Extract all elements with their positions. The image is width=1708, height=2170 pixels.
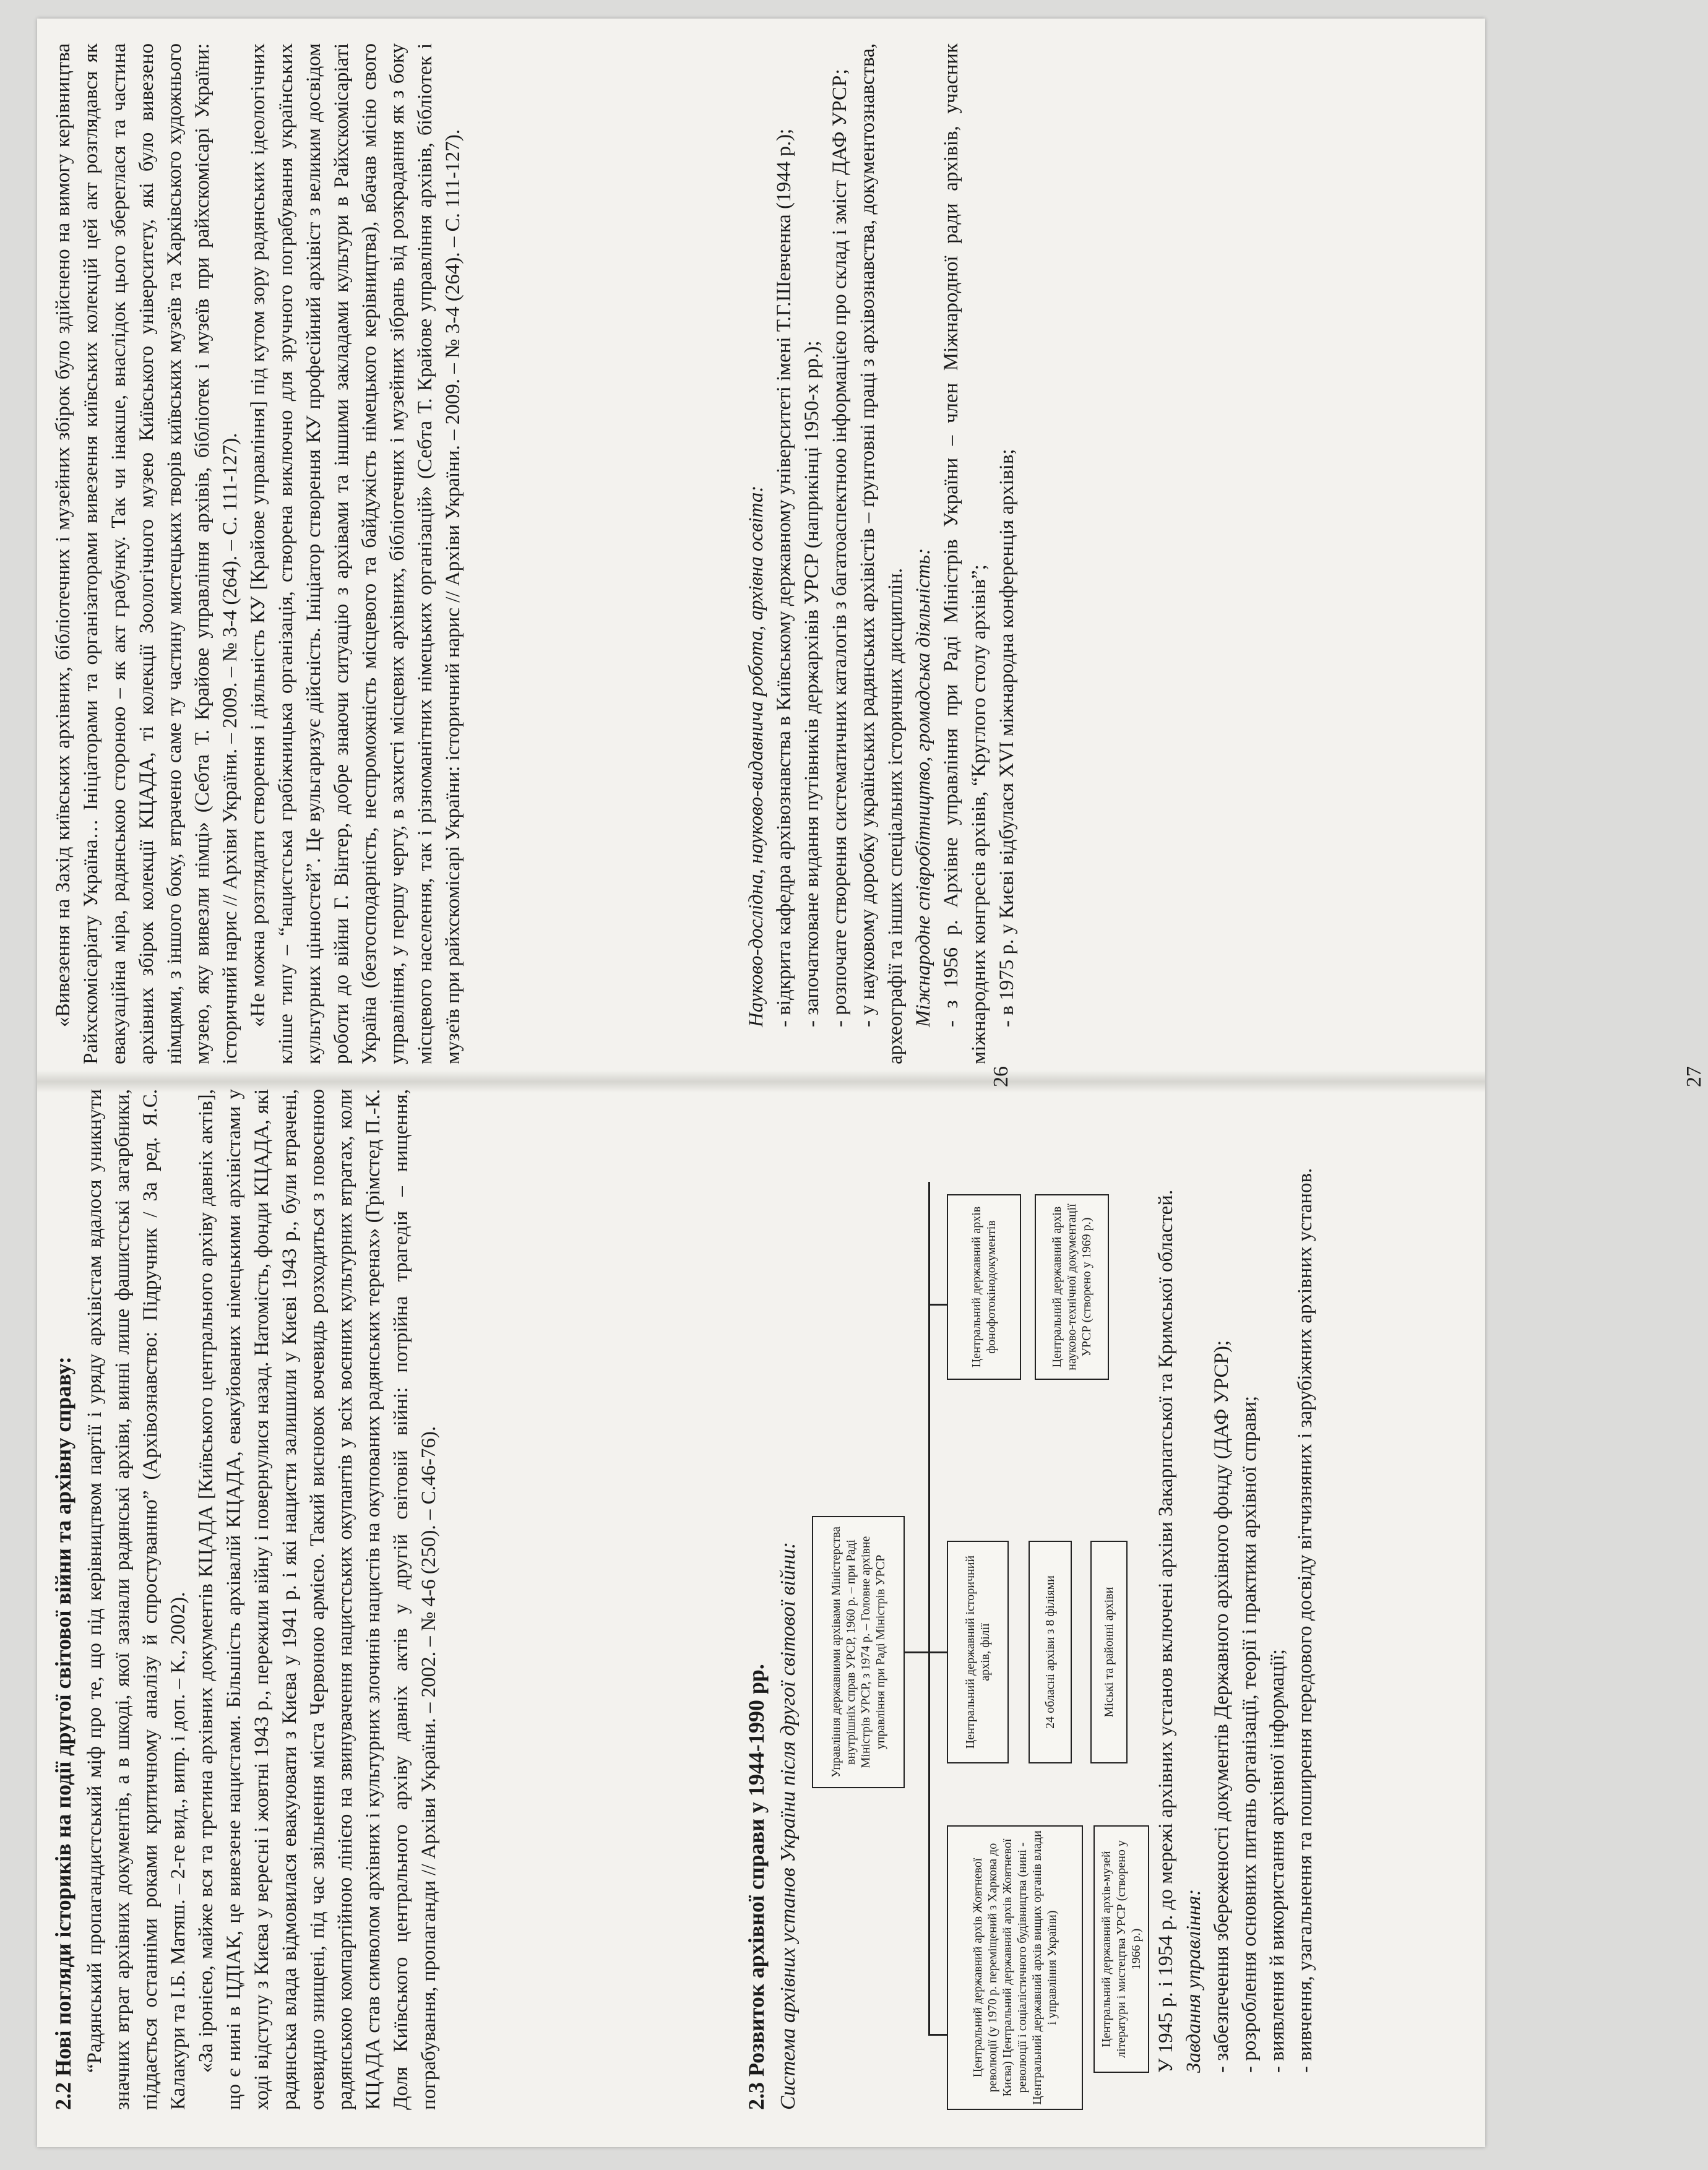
diagram-box-left1: Центральний державний архів Жовтневої революції (у 1970 р. переміщений з Харкова до Києва) Центральний державний архів Жовтневої революції і соціалістичного будівництва (нині - Центральний державний архів вищих органів влади і управління України) — [947, 1825, 1083, 2110]
list-item: - розпочате створення систематичних каталогів з багатоаспектною інформацією про склад і зміст ДАФ УРСР; — [829, 69, 851, 1027]
archive-system-diagram — [806, 1095, 1152, 2110]
page-number: 27 — [1683, 1066, 1706, 1087]
list-item: - відкрита кафедра архівознавства в Київському державному університеті імені Т.Г.Шевченка (1944 р.); — [773, 128, 795, 1027]
list-item: - виявлення й використання архівної інформації; — [1266, 1649, 1288, 2073]
page-27-column-1 — [743, 1089, 1671, 2110]
diagram-box-right2: Центральний державний архів науково-технічної документації УРСР (створено у 1969 р.) — [1035, 1194, 1109, 1380]
list-item: - в 1975 р. у Києві відбулася XVI міжнародна конференція архівів; — [996, 449, 1018, 1027]
page-27-column-2 — [743, 43, 1671, 1064]
diagram-box-left2: Центральний державний архів-музей літератури і мистецтва УРСР (створено у 1966 р.) — [1093, 1825, 1149, 2073]
diagram-box-mid1: Центральний державний історичний архів, філії — [947, 1541, 1009, 1763]
page-27 — [743, 43, 1708, 2110]
list-item: - вивчення, узагальнення та поширення передового досвіду вітчизняних і зарубіжних архівних установ. — [1294, 1168, 1316, 2073]
connector — [928, 1182, 930, 2036]
list-item: - забезпечення збереженості документів Державного архівного фонду (ДАФ УРСР); — [1210, 1340, 1233, 2073]
diagram-box-right1: Центральний державний архів фонофотокінодокументів — [947, 1194, 1021, 1380]
list-item: - розроблення основних питань організації, теорії і практики архівної справи; — [1238, 1395, 1261, 2073]
section-heading-2-2: 2.2 Нові погляди істориків на події другої світової війни та архівну справу: — [51, 1356, 75, 2110]
subheading-international: Міжнародне співробітництво, громадська діяльність: — [912, 548, 934, 1027]
diagram-title: Система архівних установ України після другої світової війни: — [777, 1541, 800, 2110]
page-number: 26 — [990, 1066, 1012, 1087]
connector — [928, 2034, 947, 2036]
section-heading-2-3: 2.3 Розвиток архівної справи у 1944-1990 рр. — [744, 1664, 769, 2110]
list-item: - з 1956 р. Архівне управління при Раді Міністрів України – член Міжнародної ради архівів, учасник міжнародних конгресів архівів, “Круглого столу архівів”; — [940, 43, 990, 1064]
list-item: - започатковане видання путівників держархівів УРСР (наприкінці 1950-х рр.); — [801, 340, 823, 1027]
diagram-box-mid2: 24 обласні архіви з 8 філіями — [1029, 1541, 1072, 1763]
subheading-tasks: Завдання управління: — [1183, 1888, 1205, 2073]
subheading-research: Науково-дослідна, науково-видавнича робота, архівна освіта: — [745, 485, 767, 1027]
diagram-box-top: Управління державними архівами Міністерства внутрішніх справ УРСР, 1960 р. – при Раді Міністрів УРСР, з 1974 р. – Головне архівне управління при Раді Міністрів УРСР — [812, 1516, 905, 1788]
connector — [928, 1304, 947, 1306]
paragraph: У 1945 р. і 1954 р. до мережі архівних установ включені архіви Закарпатської та Кримської областей. — [1155, 1189, 1177, 2073]
diagram-box-mid3: Міські та районні архіви — [1090, 1541, 1128, 1763]
paragraph: «За іронією, майже вся та третина архівних документів КЦАДА [Київського центрального архіву давніх актів], що є нині в ЦДІАК, це вивезене нацистами. Більшість архівалій КЦАДА, евакуйованих німецькими архівістами у ході відступу з Києва у вересні і жовтні 1943 р., пережили війну і повернулися назад. Натомість, фонди КЦАДА, які радянська влада відмовилася евакуювати з Києва у 1941 р. і які нацисти залишили у Києві 1943 р., були втрачені, очевидно знищені, під час звільнення міста Червоною армією. Такий висновок вочевидь розходиться з повоєнною радянською компартійною лінією на звинувачення нацистських окупантів у всіх воєнних культурних втратах, коли КЦАДА став символом архівних і культурних злочинів нацистів на окупованих радянських теренах» (Грімстед П.-К. Доля Київського центрального архіву давніх актів у другій світовій війні: потрійна трагедія – нищення, пограбування, пропаганди // Архіви України. – 2002. – № 4-6 (250). – С.46-76). — [195, 1089, 440, 2110]
connector — [928, 1651, 947, 1653]
paragraph: «Вивезення на Захід київських архівних, бібліотечних і музейних збірок було здійснено на вимогу керівництва Райхскомісаріату Україна… Ініціаторами та організаторами вивезення київських колекцій цей акт розглядався як евакуаційна міра, радянською стороною – як акт грабунку. Так чи інакше, внаслідок цього збереглася та частина архівних збірок колекції КЦАДА, ті колекції Зоологічного музею Київського університету, які було вивезено німцями, з іншого боку, втрачено саме ту частину мистецьких творів київських музеїв та Харківського художнього музею, яку вивезли німці» (Себта Т. Крайове управління архівів, бібліотек і музеїв при райхскомісарі України: історичний нарис // Архіви України. – 2009. – № 3-4 (264). – С. 111-127). — [52, 43, 241, 1064]
paragraph: “Радянський пропагандистський міф про те, що під керівництвом партії і уряду архівістам вдалося уникнути значних втрат архівних документів, а в шкоді, якої зазнали радянські архіви, винні лише фашистські загарбники, піддається останніми роками критичному аналізу й спростуванню” (Архівознавство: Підручник / За ред. Я.С. Калакури та І.Б. Матяш. – 2-ге вид., випр. і доп. – К., 2002). — [84, 1089, 189, 2110]
connector — [905, 1651, 929, 1653]
paragraph: «Не можна розглядати створення і діяльність КУ [Крайове управління] під кутом зору радянських ідеологічних кліше типу – “нацистська грабіжницька організація, створена виключно для зручного пограбування українських культурних цінностей”. Це вульгаризує дійсність. Ініціатор створення КУ професійний архівіст з великим досвідом роботи до війни Г. Вінтер, добре знаючи ситуацію з архівами та іншими закладами культури в Райхскомісаріаті Україна (безгосподарність, неспроможність місцевого та байдужість німецького керівництва), вбачав місію свого управління, у першу чергу, в захисті місцевих архівних, бібліотечних і музейних зібрань від розкрадання як з боку місцевого населення, так і різноманітних німецьких організацій» (Себта Т. Крайове управління архівів, бібліотек і музеїв при райхскомісарі України: історичний нарис // Архіви України. – 2009. – № 3-4 (264). – С. 111-127). — [247, 43, 464, 1064]
list-item: - у науковому доробку українських радянських архівістів – ґрунтовні праці з архівознавства, документознавства, археографії та інших спеціальних історичних дисциплін. — [856, 43, 907, 1064]
